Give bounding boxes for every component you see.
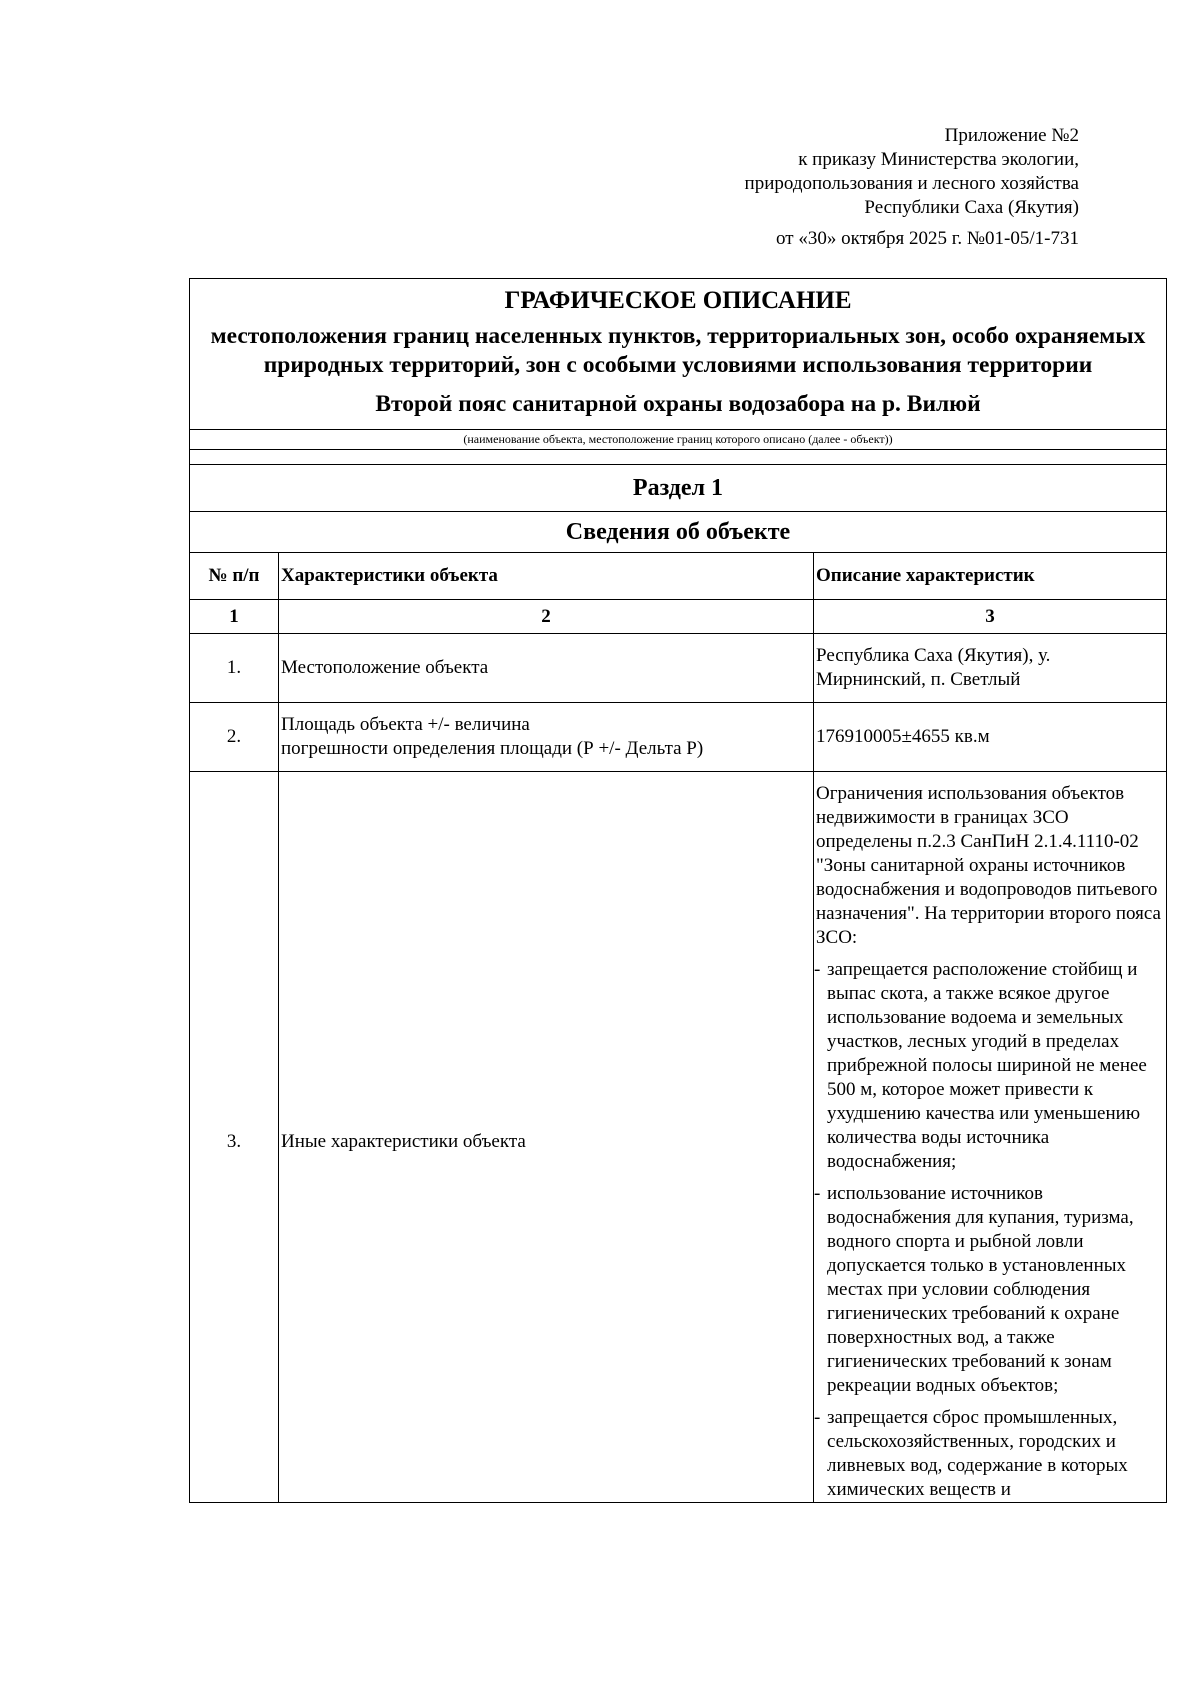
object-caption: (наименование объекта, местоположение границ которого описано (далее - объект)) [190,430,1166,450]
appendix-line-1: Приложение №2 [944,125,1079,146]
restriction-text: запрещается расположение стойбищ и выпас скота, а также всякое другое использование водоема и земельных участков, лесных угодий в пределах прибрежной полосы шириной не менее 500 м, которое может привести к ухудшению качества или уменьшению количества воды источника водоснабжения; [827,959,1147,1172]
restriction-text: запрещается сброс промышленных, сельскохозяйственных, городских и ливневых вод, содержание в которых химических веществ и [827,1407,1128,1500]
row-number: 3. [190,772,279,1503]
appendix-note [745,124,1079,251]
restriction-item [816,958,1162,1174]
header-description: Описание характеристик [814,553,1167,600]
restriction-item [816,1406,1162,1502]
table-row [190,703,1166,772]
header-characteristic: Характеристики объекта [279,553,814,600]
row-characteristic: Иные характеристики объекта [279,772,814,1503]
column-number-row [190,600,1166,634]
appendix-line-4: Республики Саха (Якутия) [864,197,1079,218]
restriction-item [816,1182,1162,1398]
row-description: 176910005±4655 кв.м [814,703,1167,772]
document-title: ГРАФИЧЕСКОЕ ОПИСАНИЕ [504,287,852,314]
row-characteristic-line-2: погрешности определения площади (Р +/- Дельта Р) [281,738,704,759]
spacer-row [190,450,1166,465]
bullet-mark: - [814,959,821,980]
column-number-1: 1 [190,600,279,634]
column-number-2: 2 [279,600,814,634]
restrictions-intro: Ограничения использования объектов недвижимости в границах ЗСО определены п.2.3 СанПиН 2.1.4.1110-02 "Зоны санитарной охраны источников водоснабжения и водопроводов питьевого назначения". На территории второго пояса ЗСО: [816,783,1161,948]
appendix-line-3: природопользования и лесного хозяйства [744,173,1079,194]
row-number: 1. [190,634,279,703]
row-number: 2. [190,703,279,772]
bullet-mark: - [814,1407,821,1428]
table-row [190,634,1166,703]
document-frame [189,278,1167,1503]
column-number-3: 3 [814,600,1167,634]
row-description [814,772,1167,1503]
row-characteristic: Местоположение объекта [279,634,814,703]
section-heading: Сведения об объекте [190,512,1166,553]
object-info-table [190,553,1166,1502]
row-characteristic [279,703,814,772]
appendix-date-line: от «30» октября 2025 г. №01-05/1-731 [776,228,1079,249]
appendix-line-2: к приказу Министерства экологии, [798,149,1079,170]
header-number: № п/п [208,565,260,586]
bullet-mark: - [814,1183,821,1204]
table-header-row [190,553,1166,600]
row-description: Республика Саха (Якутия), у. Мирнинский, п. Светлый [814,634,1167,703]
object-name: Второй пояс санитарной охраны водозабора на р. Вилюй [375,391,981,417]
table-row [190,772,1166,1503]
section-label: Раздел 1 [190,465,1166,512]
restriction-text: использование источников водоснабжения для купания, туризма, водного спорта и рыбной ловли допускается только в установленных местах при условии соблюдения гигиенических требований к охране поверхностных вод, а также гигиенических требований к зонам рекреации водных объектов; [827,1183,1134,1396]
row-characteristic-line-1: Площадь объекта +/- величина [281,714,530,735]
title-block [190,279,1166,430]
document-subtitle: местоположения границ населенных пунктов, территориальных зон, особо охраняемых природных территорий, зон с особыми условиями использования территории [210,323,1146,378]
